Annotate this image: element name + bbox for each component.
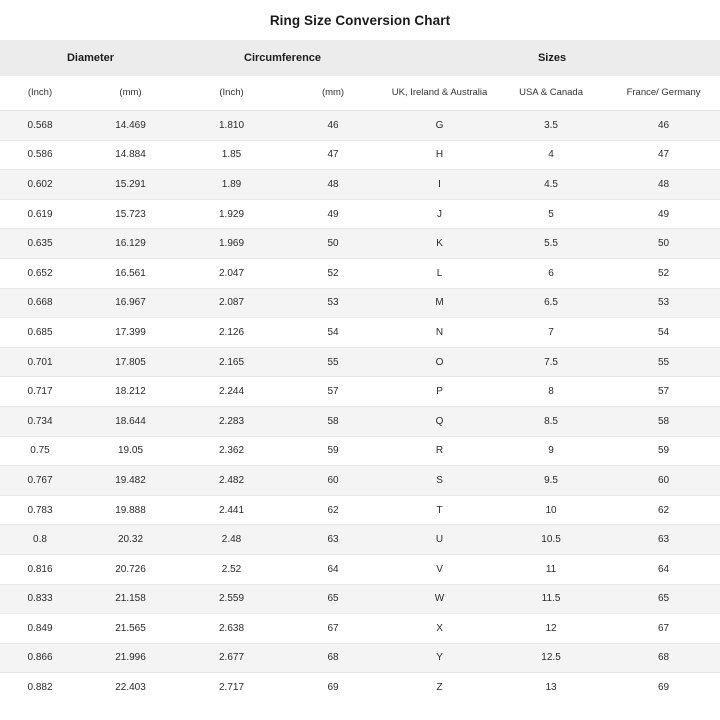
- table-cell: 0.717: [0, 377, 80, 407]
- table-cell: 19.482: [80, 466, 181, 496]
- table-cell: 21.565: [80, 614, 181, 644]
- table-cell: 20.32: [80, 525, 181, 555]
- table-cell: 0.619: [0, 199, 80, 229]
- table-cell: 65: [282, 584, 384, 614]
- table-cell: K: [384, 229, 495, 259]
- table-cell: S: [384, 466, 495, 496]
- column-header-circumference-mm: (mm): [282, 76, 384, 111]
- table-cell: 16.967: [80, 288, 181, 318]
- table-cell: 53: [282, 288, 384, 318]
- table-cell: 59: [282, 436, 384, 466]
- table-cell: 0.734: [0, 406, 80, 436]
- table-cell: 1.929: [181, 199, 282, 229]
- table-cell: 2.362: [181, 436, 282, 466]
- table-cell: 50: [607, 229, 720, 259]
- table-cell: M: [384, 288, 495, 318]
- table-cell: 9.5: [495, 466, 607, 496]
- table-row: [0, 377, 720, 407]
- table-cell: 21.996: [80, 643, 181, 673]
- table-cell: 67: [607, 614, 720, 644]
- table-cell: X: [384, 614, 495, 644]
- table-cell: 0.866: [0, 643, 80, 673]
- table-cell: 2.244: [181, 377, 282, 407]
- table-sub-header-row: [0, 76, 720, 111]
- table-cell: 63: [282, 525, 384, 555]
- table-cell: 1.89: [181, 170, 282, 200]
- table-cell: 62: [282, 495, 384, 525]
- column-header-circumference-inch: (Inch): [181, 76, 282, 111]
- table-head: [0, 40, 720, 111]
- table-row: [0, 347, 720, 377]
- table-cell: 15.723: [80, 199, 181, 229]
- table-cell: 48: [607, 170, 720, 200]
- table-cell: 64: [607, 554, 720, 584]
- table-row: [0, 288, 720, 318]
- table-cell: Q: [384, 406, 495, 436]
- table-cell: 2.047: [181, 258, 282, 288]
- table-row: [0, 614, 720, 644]
- table-cell: 2.283: [181, 406, 282, 436]
- table-cell: 55: [282, 347, 384, 377]
- table-row: [0, 229, 720, 259]
- table-cell: 8.5: [495, 406, 607, 436]
- table-cell: 20.726: [80, 554, 181, 584]
- table-cell: 0.783: [0, 495, 80, 525]
- table-cell: 0.602: [0, 170, 80, 200]
- table-cell: 57: [607, 377, 720, 407]
- table-cell: 68: [607, 643, 720, 673]
- table-cell: W: [384, 584, 495, 614]
- group-header-sizes: Sizes: [384, 40, 720, 76]
- table-row: [0, 140, 720, 170]
- table-cell: 22.403: [80, 673, 181, 702]
- table-cell: 63: [607, 525, 720, 555]
- table-cell: H: [384, 140, 495, 170]
- table-cell: 55: [607, 347, 720, 377]
- column-header-france-germany: France/ Germany: [607, 76, 720, 111]
- table-group-header-row: [0, 40, 720, 76]
- table-cell: 0.586: [0, 140, 80, 170]
- table-cell: 52: [282, 258, 384, 288]
- table-row: [0, 584, 720, 614]
- table-body: [0, 111, 720, 702]
- table-cell: V: [384, 554, 495, 584]
- table-cell: 2.482: [181, 466, 282, 496]
- table-cell: 0.668: [0, 288, 80, 318]
- table-cell: R: [384, 436, 495, 466]
- table-cell: 50: [282, 229, 384, 259]
- table-cell: 68: [282, 643, 384, 673]
- table-cell: 0.635: [0, 229, 80, 259]
- table-cell: 2.48: [181, 525, 282, 555]
- table-cell: Z: [384, 673, 495, 702]
- table-cell: 9: [495, 436, 607, 466]
- table-cell: Y: [384, 643, 495, 673]
- table-cell: 18.212: [80, 377, 181, 407]
- table-cell: 17.399: [80, 318, 181, 348]
- table-cell: 0.816: [0, 554, 80, 584]
- table-cell: 65: [607, 584, 720, 614]
- table-row: [0, 643, 720, 673]
- table-cell: P: [384, 377, 495, 407]
- table-cell: 12: [495, 614, 607, 644]
- table-cell: 47: [607, 140, 720, 170]
- table-cell: 54: [282, 318, 384, 348]
- table-cell: T: [384, 495, 495, 525]
- table-cell: 19.05: [80, 436, 181, 466]
- table-cell: 12.5: [495, 643, 607, 673]
- table-row: [0, 406, 720, 436]
- table-cell: 7: [495, 318, 607, 348]
- table-cell: I: [384, 170, 495, 200]
- table-cell: 2.717: [181, 673, 282, 702]
- table-cell: 0.8: [0, 525, 80, 555]
- table-cell: 69: [282, 673, 384, 702]
- table-cell: 10.5: [495, 525, 607, 555]
- table-cell: U: [384, 525, 495, 555]
- table-cell: 2.165: [181, 347, 282, 377]
- table-cell: 58: [607, 406, 720, 436]
- table-cell: 59: [607, 436, 720, 466]
- table-cell: 4.5: [495, 170, 607, 200]
- table-cell: 16.129: [80, 229, 181, 259]
- table-cell: 6.5: [495, 288, 607, 318]
- table-cell: 15.291: [80, 170, 181, 200]
- table-cell: 13: [495, 673, 607, 702]
- table-cell: 2.677: [181, 643, 282, 673]
- table-cell: 60: [607, 466, 720, 496]
- table-row: [0, 436, 720, 466]
- table-cell: L: [384, 258, 495, 288]
- table-cell: 18.644: [80, 406, 181, 436]
- table-cell: 46: [282, 111, 384, 141]
- table-cell: 53: [607, 288, 720, 318]
- table-cell: 10: [495, 495, 607, 525]
- table-cell: 1.810: [181, 111, 282, 141]
- column-header-diameter-mm: (mm): [80, 76, 181, 111]
- table-cell: 17.805: [80, 347, 181, 377]
- table-cell: 0.568: [0, 111, 80, 141]
- column-header-usa-canada: USA & Canada: [495, 76, 607, 111]
- table-cell: 21.158: [80, 584, 181, 614]
- table-cell: 3.5: [495, 111, 607, 141]
- table-cell: 16.561: [80, 258, 181, 288]
- table-row: [0, 318, 720, 348]
- table-cell: 0.882: [0, 673, 80, 702]
- table-cell: 54: [607, 318, 720, 348]
- table-cell: 2.638: [181, 614, 282, 644]
- table-cell: 2.559: [181, 584, 282, 614]
- table-cell: 0.652: [0, 258, 80, 288]
- ring-size-conversion-table: [0, 40, 720, 702]
- table-cell: 57: [282, 377, 384, 407]
- table-cell: 0.75: [0, 436, 80, 466]
- table-cell: 4: [495, 140, 607, 170]
- table-cell: 11: [495, 554, 607, 584]
- table-cell: 5: [495, 199, 607, 229]
- table-cell: G: [384, 111, 495, 141]
- table-cell: 2.441: [181, 495, 282, 525]
- table-row: [0, 111, 720, 141]
- table-cell: 5.5: [495, 229, 607, 259]
- table-cell: 2.126: [181, 318, 282, 348]
- column-header-uk-ireland-australia: UK, Ireland & Australia: [384, 76, 495, 111]
- table-cell: O: [384, 347, 495, 377]
- table-cell: 1.969: [181, 229, 282, 259]
- column-header-diameter-inch: (Inch): [0, 76, 80, 111]
- table-cell: 6: [495, 258, 607, 288]
- table-cell: 0.685: [0, 318, 80, 348]
- table-cell: 2.087: [181, 288, 282, 318]
- table-cell: 67: [282, 614, 384, 644]
- table-cell: 49: [607, 199, 720, 229]
- table-row: [0, 170, 720, 200]
- table-cell: 62: [607, 495, 720, 525]
- page-title: Ring Size Conversion Chart: [269, 13, 451, 28]
- table-cell: 1.85: [181, 140, 282, 170]
- table-row: [0, 495, 720, 525]
- table-cell: 47: [282, 140, 384, 170]
- table-cell: 52: [607, 258, 720, 288]
- table-cell: J: [384, 199, 495, 229]
- table-cell: 0.767: [0, 466, 80, 496]
- table-cell: 14.884: [80, 140, 181, 170]
- group-header-diameter: Diameter: [0, 40, 181, 76]
- table-row: [0, 554, 720, 584]
- table-cell: 46: [607, 111, 720, 141]
- table-cell: 0.701: [0, 347, 80, 377]
- table-cell: 8: [495, 377, 607, 407]
- table-cell: 2.52: [181, 554, 282, 584]
- table-cell: N: [384, 318, 495, 348]
- table-row: [0, 199, 720, 229]
- table-cell: 0.833: [0, 584, 80, 614]
- table-cell: 19.888: [80, 495, 181, 525]
- table-cell: 58: [282, 406, 384, 436]
- table-cell: 14.469: [80, 111, 181, 141]
- table-row: [0, 525, 720, 555]
- table-cell: 49: [282, 199, 384, 229]
- group-header-circumference: Circumference: [181, 40, 384, 76]
- table-cell: 48: [282, 170, 384, 200]
- table-row: [0, 673, 720, 702]
- table-cell: 64: [282, 554, 384, 584]
- table-cell: 7.5: [495, 347, 607, 377]
- table-row: [0, 466, 720, 496]
- table-cell: 69: [607, 673, 720, 702]
- table-cell: 11.5: [495, 584, 607, 614]
- table-cell: 0.849: [0, 614, 80, 644]
- table-cell: 60: [282, 466, 384, 496]
- table-row: [0, 258, 720, 288]
